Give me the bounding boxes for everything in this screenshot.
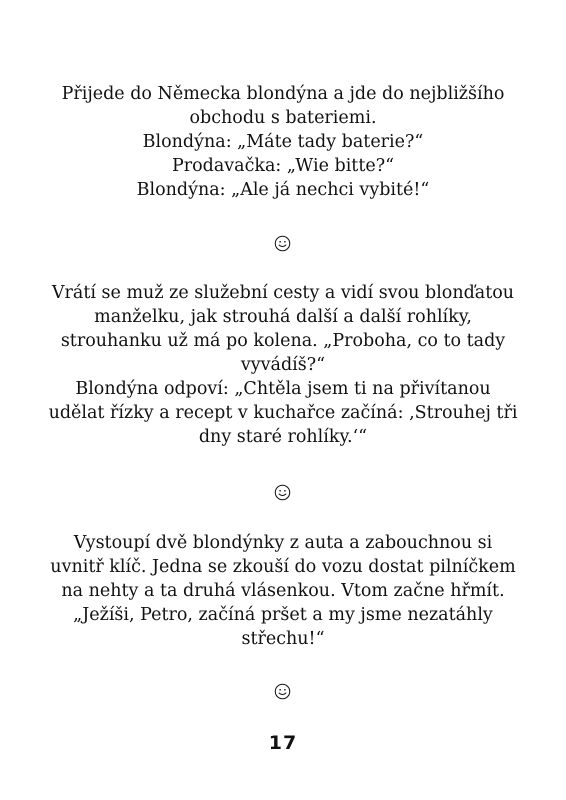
- text-line: vyvádíš?“: [240, 355, 326, 375]
- joke-paragraph: [40, 82, 526, 202]
- text-line: Blondýna odpoví: „Chtěla jsem ti na přivítanou: [75, 379, 491, 399]
- text-line: uvnitř klíč. Jedna se zkouší do vozu dostat pilníčkem: [50, 557, 516, 577]
- text-line: dny staré rohlíky.‘“: [198, 427, 368, 447]
- text-line: „Ježíši, Petro, začíná pršet a my jsme nezatáhly: [73, 605, 493, 625]
- joke-paragraph: [40, 531, 526, 651]
- text-line: udělat řízky a recept v kuchařce začíná: ‚Strouhej tři: [48, 403, 518, 423]
- text-line: Vystoupí dvě blondýnky z auta a zabouchnou si: [73, 533, 493, 553]
- joke-paragraph: [40, 281, 526, 449]
- text-line: Blondýna: „Ale já nechci vybité!“: [136, 180, 430, 200]
- text-line: Prodavačka: „Wie bitte?“: [171, 156, 395, 176]
- smiley-face-icon: [274, 235, 291, 252]
- text-line: střechu!“: [241, 629, 325, 649]
- text-line: Blondýna: „Máte tady baterie?“: [142, 132, 424, 152]
- page-number: 17: [268, 732, 298, 754]
- smiley-face-icon: [274, 484, 291, 501]
- text-line: na nehty a ta druhá vlásenkou. Vtom začne hřmít.: [61, 581, 505, 601]
- text-line: strouhanku už má po kolena. „Proboha, co to tady: [60, 331, 506, 351]
- smiley-face-icon: [274, 683, 291, 700]
- text-line: Přijede do Německa blondýna a jde do nejbližšího: [61, 84, 505, 104]
- text-line: obchodu s bateriemi.: [189, 108, 377, 128]
- text-line: manželku, jak strouhá další a další rohlíky,: [94, 307, 472, 327]
- text-line: Vrátí se muž ze služební cesty a vidí svou blonďatou: [51, 283, 515, 303]
